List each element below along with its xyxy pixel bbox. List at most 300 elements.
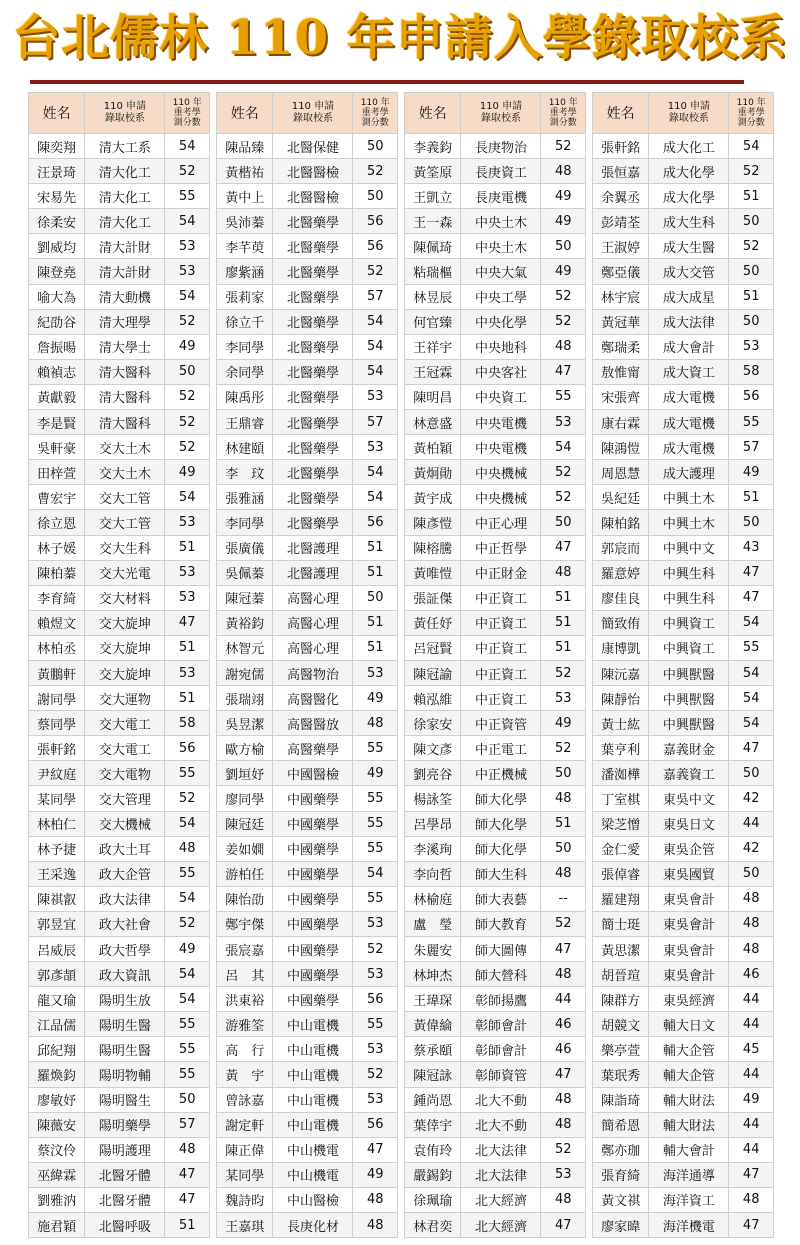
admitted-department: 中央電機 bbox=[461, 410, 541, 435]
exam-score: 49 bbox=[729, 460, 774, 485]
student-name: 詹振暘 bbox=[29, 334, 85, 359]
table-row bbox=[217, 184, 398, 209]
table-row bbox=[217, 134, 398, 159]
exam-score: 54 bbox=[353, 485, 398, 510]
student-name: 徐柔安 bbox=[29, 209, 85, 234]
student-name: 鄭亞儀 bbox=[593, 259, 649, 284]
student-name: 鄭亦珈 bbox=[593, 1137, 649, 1162]
student-name: 陳冠詠 bbox=[405, 1062, 461, 1087]
exam-score: 50 bbox=[729, 761, 774, 786]
student-name: 張軒銘 bbox=[29, 736, 85, 761]
exam-score: 54 bbox=[165, 987, 210, 1012]
table-row bbox=[593, 184, 774, 209]
exam-score: 49 bbox=[165, 334, 210, 359]
student-name: 郭彥頡 bbox=[29, 962, 85, 987]
exam-score: 56 bbox=[353, 987, 398, 1012]
table-row bbox=[405, 1137, 586, 1162]
exam-score: 56 bbox=[353, 1112, 398, 1137]
exam-score: 52 bbox=[541, 460, 586, 485]
student-name: 劉亮谷 bbox=[405, 761, 461, 786]
admitted-department: 中興生科 bbox=[649, 560, 729, 585]
exam-score: 54 bbox=[165, 209, 210, 234]
school-header: 110 申請 錄取校系 bbox=[461, 93, 541, 134]
exam-score: 48 bbox=[541, 786, 586, 811]
table-row bbox=[217, 911, 398, 936]
student-name: 葉亨利 bbox=[593, 736, 649, 761]
admitted-department: 成大電機 bbox=[649, 410, 729, 435]
student-name: 張瑞翊 bbox=[217, 686, 273, 711]
student-name: 鄭宇傑 bbox=[217, 911, 273, 936]
student-name: 張莉家 bbox=[217, 284, 273, 309]
admitted-department: 高醫醫化 bbox=[273, 686, 353, 711]
student-name: 徐立千 bbox=[217, 309, 273, 334]
exam-score: 48 bbox=[165, 1137, 210, 1162]
admitted-department: 嘉義財金 bbox=[649, 736, 729, 761]
student-name: 黃裕鈞 bbox=[217, 610, 273, 635]
exam-score: 54 bbox=[729, 711, 774, 736]
exam-score: 54 bbox=[729, 610, 774, 635]
admitted-department: 高醫心理 bbox=[273, 585, 353, 610]
table-row bbox=[217, 1137, 398, 1162]
admitted-department: 成大化學 bbox=[649, 184, 729, 209]
exam-score: 47 bbox=[541, 1213, 586, 1238]
exam-score: 54 bbox=[165, 886, 210, 911]
admitted-department: 北醫藥學 bbox=[273, 359, 353, 384]
exam-score: 54 bbox=[353, 334, 398, 359]
table-row bbox=[405, 184, 586, 209]
exam-score: 56 bbox=[353, 234, 398, 259]
table-row bbox=[593, 1213, 774, 1238]
student-name: 周恩慧 bbox=[593, 460, 649, 485]
exam-score: 50 bbox=[541, 836, 586, 861]
admitted-department: 交大生科 bbox=[85, 535, 165, 560]
exam-score: 49 bbox=[541, 711, 586, 736]
exam-score: 54 bbox=[165, 284, 210, 309]
admitted-department: 北醫藥學 bbox=[273, 384, 353, 409]
table-row bbox=[217, 610, 398, 635]
admitted-department: 中興資工 bbox=[649, 610, 729, 635]
exam-score: 52 bbox=[541, 660, 586, 685]
table-row bbox=[405, 134, 586, 159]
student-name: 謝同學 bbox=[29, 686, 85, 711]
exam-score: 52 bbox=[729, 159, 774, 184]
table-row bbox=[29, 736, 210, 761]
exam-score: 56 bbox=[165, 736, 210, 761]
admitted-department: 政大法律 bbox=[85, 886, 165, 911]
exam-score: 51 bbox=[729, 184, 774, 209]
student-name: 施君穎 bbox=[29, 1213, 85, 1238]
student-name: 鍾尚恩 bbox=[405, 1087, 461, 1112]
admitted-department: 中正財金 bbox=[461, 560, 541, 585]
student-name: 郭宸而 bbox=[593, 535, 649, 560]
table-row bbox=[405, 911, 586, 936]
table-row bbox=[217, 635, 398, 660]
exam-score: 55 bbox=[541, 384, 586, 409]
admitted-department: 中央土木 bbox=[461, 209, 541, 234]
student-name: 李同學 bbox=[217, 510, 273, 535]
admitted-department: 政大土耳 bbox=[85, 836, 165, 861]
table-row bbox=[593, 334, 774, 359]
student-name: 林昱辰 bbox=[405, 284, 461, 309]
student-name: 王一森 bbox=[405, 209, 461, 234]
table-row bbox=[593, 1112, 774, 1137]
admitted-department: 中正資工 bbox=[461, 610, 541, 635]
admitted-department: 北醫牙體 bbox=[85, 1162, 165, 1187]
admitted-department: 成大資工 bbox=[649, 359, 729, 384]
table-row bbox=[593, 660, 774, 685]
admitted-department: 北醫藥學 bbox=[273, 334, 353, 359]
table-row bbox=[217, 284, 398, 309]
exam-score: 44 bbox=[729, 811, 774, 836]
exam-score: 50 bbox=[729, 861, 774, 886]
score-header: 110 年 重考學 測分數 bbox=[541, 93, 586, 134]
table-row bbox=[593, 284, 774, 309]
student-name: 呂冠賢 bbox=[405, 635, 461, 660]
table-row bbox=[29, 1037, 210, 1062]
exam-score: 53 bbox=[165, 259, 210, 284]
admitted-department: 交大旋坤 bbox=[85, 635, 165, 660]
table-row bbox=[593, 886, 774, 911]
exam-score: 54 bbox=[165, 962, 210, 987]
exam-score: 48 bbox=[729, 937, 774, 962]
exam-score: 46 bbox=[729, 962, 774, 987]
admitted-department: 北醫藥學 bbox=[273, 284, 353, 309]
table-row bbox=[405, 435, 586, 460]
table-row bbox=[29, 384, 210, 409]
table-row bbox=[29, 334, 210, 359]
admitted-department: 交大電工 bbox=[85, 711, 165, 736]
student-name: 紀劭谷 bbox=[29, 309, 85, 334]
table-row bbox=[405, 384, 586, 409]
admitted-department: 成大生科 bbox=[649, 209, 729, 234]
exam-score: 52 bbox=[353, 937, 398, 962]
admitted-department: 清大理學 bbox=[85, 309, 165, 334]
table-row bbox=[29, 1162, 210, 1187]
student-name: 鄭瑞柔 bbox=[593, 334, 649, 359]
student-name: 王瑋琛 bbox=[405, 987, 461, 1012]
admitted-department: 交大工管 bbox=[85, 485, 165, 510]
exam-score: 50 bbox=[541, 234, 586, 259]
admitted-department: 長庚資工 bbox=[461, 159, 541, 184]
admitted-department: 中正資工 bbox=[461, 635, 541, 660]
admitted-department: 輔大企管 bbox=[649, 1062, 729, 1087]
student-name: 黃中上 bbox=[217, 184, 273, 209]
student-name: 王鼎睿 bbox=[217, 410, 273, 435]
exam-score: 49 bbox=[541, 209, 586, 234]
student-name: 盧 瑩 bbox=[405, 911, 461, 936]
student-name: 歐方榆 bbox=[217, 736, 273, 761]
admitted-department: 高醫心理 bbox=[273, 635, 353, 660]
table-row bbox=[405, 937, 586, 962]
exam-score: 55 bbox=[353, 1012, 398, 1037]
table-row bbox=[405, 359, 586, 384]
exam-score: 50 bbox=[353, 585, 398, 610]
table-row bbox=[29, 209, 210, 234]
admitted-department: 北醫護理 bbox=[273, 560, 353, 585]
student-name: 粘瑞樞 bbox=[405, 259, 461, 284]
table-row bbox=[405, 159, 586, 184]
student-name: 林坤杰 bbox=[405, 962, 461, 987]
table-row bbox=[217, 811, 398, 836]
exam-score: 50 bbox=[729, 209, 774, 234]
table-row bbox=[593, 786, 774, 811]
exam-score: 47 bbox=[541, 359, 586, 384]
table-row bbox=[29, 560, 210, 585]
exam-score: 53 bbox=[353, 1037, 398, 1062]
student-name: 陳冠諭 bbox=[405, 660, 461, 685]
exam-score: 48 bbox=[165, 836, 210, 861]
student-name: 李同學 bbox=[217, 334, 273, 359]
student-name: 楊詠筌 bbox=[405, 786, 461, 811]
admitted-department: 中央客社 bbox=[461, 359, 541, 384]
exam-score: 50 bbox=[729, 259, 774, 284]
admitted-department: 清大學士 bbox=[85, 334, 165, 359]
page-title: 台北儒林 110 年申請入學錄取校系 bbox=[12, 10, 788, 66]
student-name: 余同學 bbox=[217, 359, 273, 384]
name-header: 姓名 bbox=[217, 93, 273, 134]
admitted-department: 北醫藥學 bbox=[273, 209, 353, 234]
admitted-department: 高醫心理 bbox=[273, 610, 353, 635]
student-name: 梁芝憎 bbox=[593, 811, 649, 836]
admitted-department: 中正資工 bbox=[461, 585, 541, 610]
student-name: 陳品臻 bbox=[217, 134, 273, 159]
admitted-department: 中央機械 bbox=[461, 485, 541, 510]
student-name: 徐家安 bbox=[405, 711, 461, 736]
exam-score: 53 bbox=[165, 510, 210, 535]
exam-score: 50 bbox=[165, 359, 210, 384]
admission-table-2 bbox=[216, 92, 398, 1238]
table-row bbox=[405, 886, 586, 911]
student-name: 黃炯勛 bbox=[405, 460, 461, 485]
exam-score: 52 bbox=[541, 1137, 586, 1162]
name-header: 姓名 bbox=[29, 93, 85, 134]
admitted-department: 成大生醫 bbox=[649, 234, 729, 259]
admission-table-3 bbox=[404, 92, 586, 1238]
table-row bbox=[217, 711, 398, 736]
table-row bbox=[593, 761, 774, 786]
exam-score: 53 bbox=[541, 686, 586, 711]
student-name: 謝宛儒 bbox=[217, 660, 273, 685]
exam-score: 53 bbox=[353, 911, 398, 936]
admitted-department: 交大土木 bbox=[85, 435, 165, 460]
student-name: 簡希恩 bbox=[593, 1112, 649, 1137]
admitted-department: 成大化學 bbox=[649, 159, 729, 184]
exam-score: 44 bbox=[729, 987, 774, 1012]
admitted-department: 中興獸醫 bbox=[649, 660, 729, 685]
table-row bbox=[405, 1012, 586, 1037]
exam-score: 52 bbox=[165, 309, 210, 334]
exam-score: 47 bbox=[353, 1137, 398, 1162]
admitted-department: 中央大氣 bbox=[461, 259, 541, 284]
admitted-department: 中國藥學 bbox=[273, 911, 353, 936]
admitted-department: 交大光電 bbox=[85, 560, 165, 585]
admitted-department: 輔大會計 bbox=[649, 1137, 729, 1162]
exam-score: 48 bbox=[353, 1213, 398, 1238]
table-row bbox=[217, 1213, 398, 1238]
table-row bbox=[217, 435, 398, 460]
student-name: 曾詠嘉 bbox=[217, 1087, 273, 1112]
student-name: 張証傑 bbox=[405, 585, 461, 610]
table-row bbox=[29, 184, 210, 209]
student-name: 李育綺 bbox=[29, 585, 85, 610]
table-row bbox=[593, 510, 774, 535]
admitted-department: 北醫藥學 bbox=[273, 309, 353, 334]
table-row bbox=[29, 660, 210, 685]
admitted-department: 清大工系 bbox=[85, 134, 165, 159]
admitted-department: 海洋資工 bbox=[649, 1187, 729, 1212]
exam-score: 47 bbox=[541, 1062, 586, 1087]
admitted-department: 交大材料 bbox=[85, 585, 165, 610]
student-name: 巫緯霖 bbox=[29, 1162, 85, 1187]
table-row bbox=[29, 309, 210, 334]
table-row bbox=[217, 460, 398, 485]
exam-score: 54 bbox=[353, 359, 398, 384]
exam-score: 47 bbox=[541, 937, 586, 962]
exam-score: 52 bbox=[541, 134, 586, 159]
student-name: 陳沅嘉 bbox=[593, 660, 649, 685]
student-name: 某同學 bbox=[29, 786, 85, 811]
admitted-department: 交大機械 bbox=[85, 811, 165, 836]
table-row bbox=[29, 1112, 210, 1137]
student-name: 陳薇安 bbox=[29, 1112, 85, 1137]
exam-score: 50 bbox=[729, 510, 774, 535]
admitted-department: 陽明藥學 bbox=[85, 1112, 165, 1137]
score-header: 110 年 重考學 測分數 bbox=[353, 93, 398, 134]
exam-score: 54 bbox=[729, 134, 774, 159]
exam-score: 48 bbox=[541, 1187, 586, 1212]
admitted-department: 清大計財 bbox=[85, 234, 165, 259]
exam-score: 52 bbox=[541, 309, 586, 334]
exam-score: 43 bbox=[729, 535, 774, 560]
exam-score: 49 bbox=[353, 686, 398, 711]
header-row bbox=[405, 93, 586, 134]
admitted-department: 中國藥學 bbox=[273, 962, 353, 987]
admitted-department: 長庚化材 bbox=[273, 1213, 353, 1238]
admitted-department: 東吳會計 bbox=[649, 937, 729, 962]
exam-score: 55 bbox=[165, 184, 210, 209]
student-name: 李義鈞 bbox=[405, 134, 461, 159]
exam-score: 55 bbox=[353, 736, 398, 761]
table-row bbox=[593, 560, 774, 585]
table-row bbox=[405, 535, 586, 560]
student-name: 黃柏穎 bbox=[405, 435, 461, 460]
table-row bbox=[405, 686, 586, 711]
student-name: 陳鴻愷 bbox=[593, 435, 649, 460]
exam-score: 48 bbox=[353, 1187, 398, 1212]
exam-score: 48 bbox=[353, 711, 398, 736]
student-name: 林君奕 bbox=[405, 1213, 461, 1238]
student-name: 吳紀廷 bbox=[593, 485, 649, 510]
exam-score: 52 bbox=[541, 485, 586, 510]
student-name: 張育綺 bbox=[593, 1162, 649, 1187]
admitted-department: 中山機電 bbox=[273, 1137, 353, 1162]
student-name: 王采逸 bbox=[29, 861, 85, 886]
student-name: 陳登堯 bbox=[29, 259, 85, 284]
exam-score: 50 bbox=[541, 761, 586, 786]
admitted-department: 中正資工 bbox=[461, 660, 541, 685]
student-name: 羅煥鈞 bbox=[29, 1062, 85, 1087]
header-row bbox=[593, 93, 774, 134]
student-name: 姜如嫺 bbox=[217, 836, 273, 861]
admitted-department: 北大不動 bbox=[461, 1112, 541, 1137]
table-row bbox=[593, 435, 774, 460]
table-row bbox=[405, 1087, 586, 1112]
exam-score: 49 bbox=[541, 259, 586, 284]
table-row bbox=[593, 1062, 774, 1087]
student-name: 胡晉瑄 bbox=[593, 962, 649, 987]
student-name: 黃士紘 bbox=[593, 711, 649, 736]
student-name: 葉珉秀 bbox=[593, 1062, 649, 1087]
admitted-department: 東吳會計 bbox=[649, 962, 729, 987]
table-row bbox=[217, 761, 398, 786]
admitted-department: 清大計財 bbox=[85, 259, 165, 284]
table-row bbox=[405, 334, 586, 359]
admitted-department: 陽明護理 bbox=[85, 1137, 165, 1162]
exam-score: 48 bbox=[729, 911, 774, 936]
exam-score: 50 bbox=[165, 1087, 210, 1112]
table-row bbox=[593, 811, 774, 836]
table-row bbox=[29, 1137, 210, 1162]
admitted-department: 成大交管 bbox=[649, 259, 729, 284]
exam-score: 54 bbox=[353, 309, 398, 334]
student-name: 彭靖荃 bbox=[593, 209, 649, 234]
exam-score: 51 bbox=[165, 686, 210, 711]
student-name: 田梓萱 bbox=[29, 460, 85, 485]
table-row bbox=[593, 937, 774, 962]
admitted-department: 清大化工 bbox=[85, 159, 165, 184]
table-row bbox=[29, 359, 210, 384]
exam-score: 58 bbox=[729, 359, 774, 384]
admitted-department: 北醫藥學 bbox=[273, 435, 353, 460]
table-row bbox=[405, 711, 586, 736]
student-name: 黃 宇 bbox=[217, 1062, 273, 1087]
table-row bbox=[405, 585, 586, 610]
exam-score: 42 bbox=[729, 836, 774, 861]
exam-score: 48 bbox=[541, 962, 586, 987]
score-header: 110 年 重考學 測分數 bbox=[729, 93, 774, 134]
table-row bbox=[29, 585, 210, 610]
exam-score: 52 bbox=[165, 435, 210, 460]
admitted-department: 中山電機 bbox=[273, 1112, 353, 1137]
table-row bbox=[29, 134, 210, 159]
table-row bbox=[29, 510, 210, 535]
exam-score: 54 bbox=[353, 861, 398, 886]
exam-score: 48 bbox=[541, 861, 586, 886]
student-name: 黃筌原 bbox=[405, 159, 461, 184]
student-name: 呂威辰 bbox=[29, 937, 85, 962]
table-row bbox=[405, 635, 586, 660]
table-row bbox=[405, 485, 586, 510]
admitted-department: 北醫醫檢 bbox=[273, 184, 353, 209]
exam-score: 51 bbox=[541, 585, 586, 610]
student-name: 嚴錫鈞 bbox=[405, 1162, 461, 1187]
student-name: 謝定軒 bbox=[217, 1112, 273, 1137]
admitted-department: 中興土木 bbox=[649, 510, 729, 535]
student-name: 林建頤 bbox=[217, 435, 273, 460]
table-row bbox=[29, 1213, 210, 1238]
student-name: 黃文祺 bbox=[593, 1187, 649, 1212]
student-name: 潘洳樺 bbox=[593, 761, 649, 786]
exam-score: 55 bbox=[165, 861, 210, 886]
table-row bbox=[593, 962, 774, 987]
table-row bbox=[593, 861, 774, 886]
table-row bbox=[29, 761, 210, 786]
exam-score: 47 bbox=[729, 560, 774, 585]
admitted-department: 輔大日文 bbox=[649, 1012, 729, 1037]
exam-score: 50 bbox=[541, 510, 586, 535]
table-row bbox=[217, 786, 398, 811]
table-row bbox=[217, 1187, 398, 1212]
